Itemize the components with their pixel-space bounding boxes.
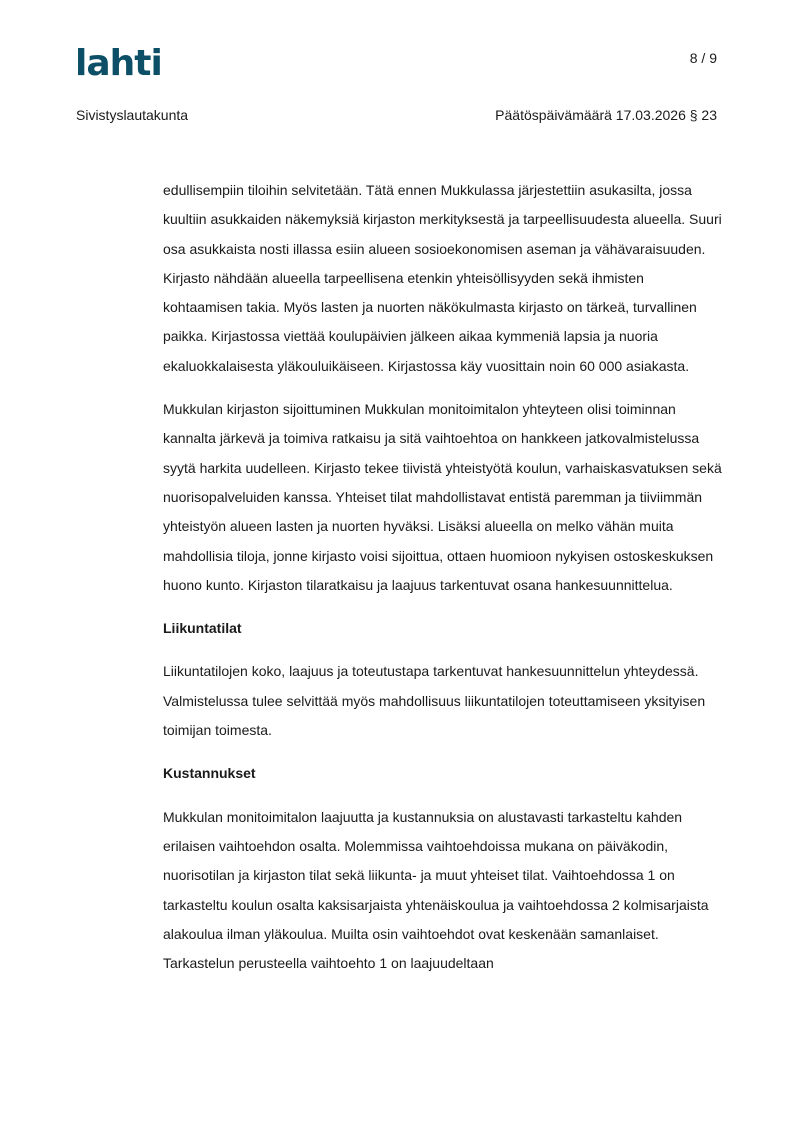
- section-heading-sports: Liikuntatilat: [163, 620, 242, 637]
- paragraph-library-survey: edullisempiin tiloihin selvitetään. Tätä ennen Mukkulassa järjestettiin asukasilta, jossa kuultiin asukkaiden näkemyksiä kirjaston merkityksestä ja tarpeellisuudesta alueella. Suuri osa asukkaista nosti illassa esiin alueen sosioekonomisen aseman ja vähävaraisuuden. Kirjasto nähdään alueella tarpeellisena etenkin yhteisöllisyyden sekä ihmisten kohtaamisen takia. Myös lasten ja nuorten näkökulmasta kirjasto on tärkeä, turvallinen paikka. Kirjastossa viettää koulupäivien jälkeen aikaa kymmeniä lapsia ja nuoria ekaluokkalaisesta yläkouluikäiseen. Kirjastossa käy vuosittain noin 60 000 asiakasta.: [163, 182, 722, 374]
- lahti-logo: lahti: [75, 43, 162, 84]
- paragraph-library-location: Mukkulan kirjaston sijoittuminen Mukkulan monitoimitalon yhteyteen olisi toiminnan kannalta järkevä ja toimiva ratkaisu ja sitä vaihtoehtoa on hankkeen jatkovalmistelussa syytä harkita uudelleen. Kirjasto tekee tiivistä yhteistyötä koulun, varhaiskasvatuksen sekä nuorisopalveluiden kanssa. Yhteiset tilat mahdollistavat entistä paremman ja tiiviimmän yhteistyön alueen lasten ja nuorten hyväksi. Lisäksi alueella on melko vähän muita mahdollisia tiloja, jonne kirjasto voisi sijoittua, ottaen huomioon nykyisen ostoskeskuksen huono kunto. Kirjaston tilaratkaisu ja laajuus tarkentuvat osana hankesuunnittelua.: [163, 401, 722, 593]
- document-header: [76, 107, 717, 123]
- paragraph-costs: Mukkulan monitoimitalon laajuutta ja kustannuksia on alustavasti tarkasteltu kahden erilaisen vaihtoehdon osalta. Molemmissa vaihtoehdoissa mukana on päiväkodin, nuorisotilan ja kirjaston tilat sekä liikunta- ja muut yhteiset tilat. Vaihtoehdossa 1 on tarkasteltu koulun osalta kaksisarjaista yhtenäiskoulua ja vaihtoehdossa 2 kolmisarjaista alakoulua ilman yläkoulua. Muilta osin vaihtoehdot ovat keskenään samanlaiset. Tarkastelun perusteella vaihtoehto 1 on laajuudeltaan: [163, 808, 709, 972]
- document-body: [163, 176, 723, 992]
- paragraph-sports-facilities: Liikuntatilojen koko, laajuus ja toteutustapa tarkentuvat hankesuunnittelun yhteydessä. Valmistelussa tulee selvittää myös mahdollisuus liikuntatilojen toteuttamiseen yksityisen toimijan toimesta.: [163, 663, 706, 739]
- committee-name: Sivistyslautakunta: [76, 107, 189, 123]
- section-heading-costs: Kustannukset: [163, 765, 256, 782]
- page-number: 8 / 9: [689, 50, 717, 66]
- decision-date: Päätöspäivämäärä 17.03.2026 § 23: [495, 107, 717, 123]
